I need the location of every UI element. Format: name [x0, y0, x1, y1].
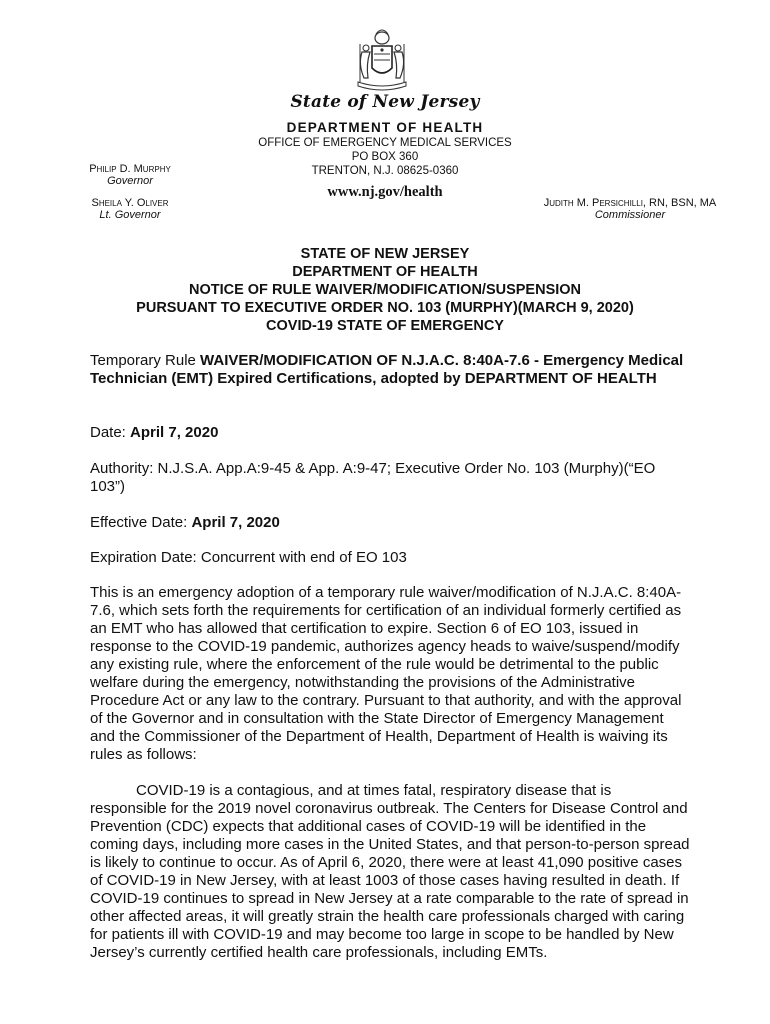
office-line: TRENTON, N.J. 08625-0360	[311, 165, 459, 177]
date-label: Date:	[90, 424, 131, 441]
state-seal-image	[352, 24, 412, 94]
lt-governor-block	[80, 197, 180, 221]
effective-value: April 7, 2020	[191, 514, 280, 531]
governor-block	[80, 163, 180, 187]
department-name: DEPARTMENT OF HEALTH	[286, 120, 484, 135]
lt-governor-title: Lt. Governor	[99, 209, 161, 221]
paragraph-1: This is an emergency adoption of a temporary rule waiver/modification of N.J.A.C. 8:40A-7.6, which sets forth the requirements for certification of an individual formerly certified as an EMT who has allowed that certification to expire. Section 6 of EO 103, issued in response to the COVID-19 pandemic, authorizes agency heads to waive/suspend/modify any existing rule, where the enforcement of the rule would be detrimental to the public welfare during the emergency, notwithstanding the provisions of the Administrative Procedure Act or any law to the contrary. Pursuant to that authority, and with the approval of the Governor and in consultation with the State Director of Emergency Management and the Commissioner of the Department of Health, Department of Health is waiving its rules as follows:	[90, 584, 682, 763]
office-line: OFFICE OF EMERGENCY MEDICAL SERVICES	[258, 137, 512, 149]
commissioner-name: Judith M. Persichilli, RN, BSN, MA	[543, 197, 717, 209]
date-value: April 7, 2020	[130, 424, 219, 441]
governor-title: Governor	[107, 175, 153, 187]
heading-line: COVID-19 STATE OF EMERGENCY	[266, 318, 504, 334]
website-link[interactable]: www.nj.gov/health	[327, 184, 443, 200]
office-line: PO BOX 360	[351, 151, 419, 163]
date-line	[90, 424, 690, 442]
governor-name: Philip D. Murphy	[89, 163, 171, 175]
rule-prefix: Temporary Rule	[90, 352, 201, 369]
notice-heading	[0, 245, 770, 335]
heading-line: STATE OF NEW JERSEY	[300, 246, 470, 262]
lt-governor-name: Sheila Y. Oliver	[91, 197, 169, 209]
effective-label: Effective Date:	[90, 514, 192, 531]
expiration-line: Expiration Date: Concurrent with end of EO 103	[90, 549, 407, 566]
effective-date-line	[90, 514, 690, 532]
authority-line: Authority: N.J.S.A. App.A:9-45 & App. A:9-47; Executive Order No. 103 (Murphy)(“EO 103”)	[90, 460, 656, 495]
commissioner-title: Commissioner	[594, 209, 666, 221]
rule-title	[90, 352, 690, 388]
commissioner-block	[530, 197, 730, 221]
heading-line: PURSUANT TO EXECUTIVE ORDER NO. 103 (MURPHY)(MARCH 9, 2020)	[136, 300, 634, 316]
rule-name: WAIVER/MODIFICATION OF N.J.A.C. 8:40A-7.6 - Emergency Medical Technician (EMT) Expired Certifications, adopted by DEPARTMENT OF HEALTH	[90, 352, 684, 387]
paragraph-2: COVID-19 is a contagious, and at times fatal, respiratory disease that is responsible for the 2019 novel coronavirus outbreak. The Centers for Disease Control and Prevention (CDC) expects that additional cases of COVID-19 will be identified in the coming days, including more cases in the United States, and that person-to-person spread is likely to continue to occur. As of April 6, 2020, there were at least 41,090 positive cases of COVID-19 in New Jersey, with at least 1003 of those cases having resulted in death. If COVID-19 continues to spread in New Jersey at a rate comparable to the rate of spread in other affected areas, it will greatly strain the health care professionals charged with caring for patients ill with COVID-19 and may become too large in scope to be handled by New Jersey’s currently certified health care professionals, including EMTs.	[90, 782, 690, 961]
heading-line: DEPARTMENT OF HEALTH	[292, 264, 478, 280]
state-title: State of New Jersey	[290, 92, 480, 112]
heading-line: NOTICE OF RULE WAIVER/MODIFICATION/SUSPENSION	[188, 282, 582, 298]
